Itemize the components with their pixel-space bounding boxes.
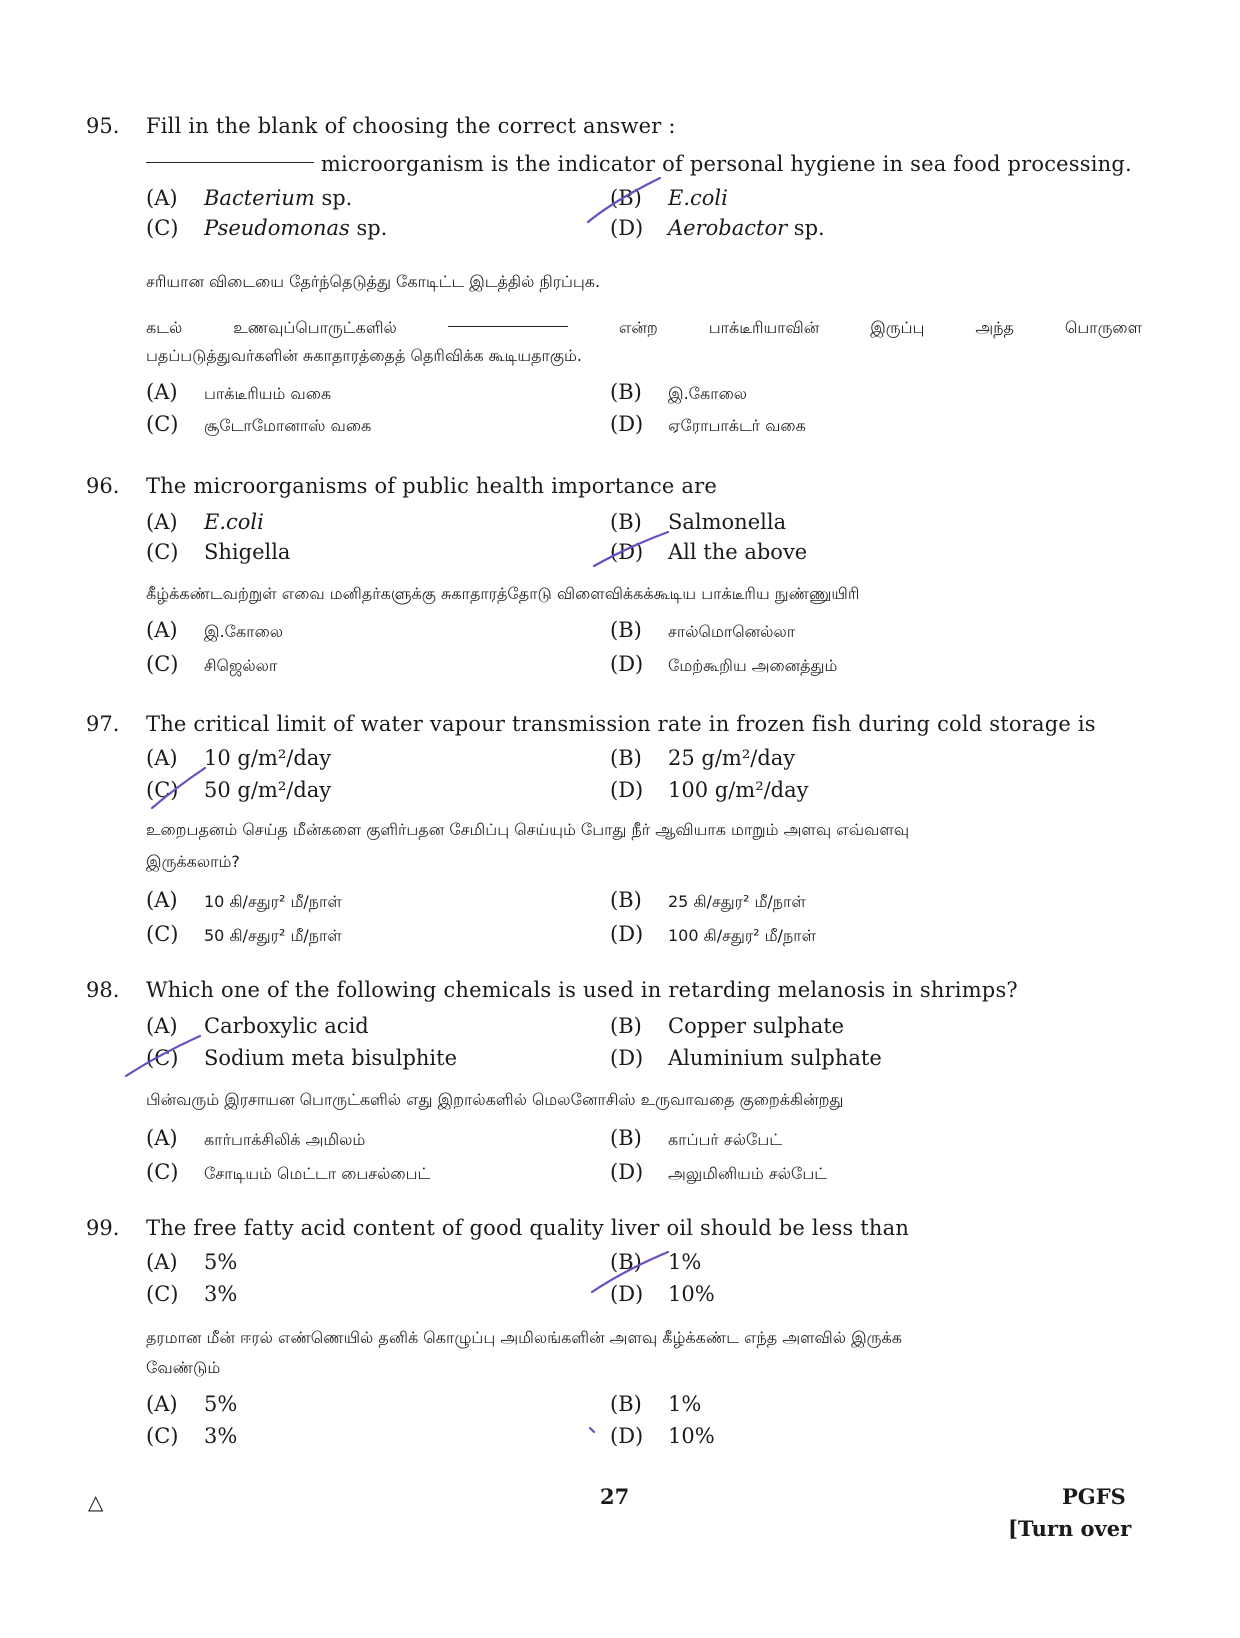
question-stem: Which one of the following chemicals is used in retarding melanosis in shrimps?: [146, 978, 1018, 1002]
tamil-option-c: (C) சோடியம் மெட்டா பைசல்பைட்: [146, 1160, 431, 1184]
tamil-option-d: (D) ஏரோபாக்டர் வகை: [610, 412, 806, 436]
triangle-icon: △: [88, 1490, 104, 1514]
tamil-stem: பின்வரும் இரசாயன பொருட்களில் எது இறால்களில் மெலனோசிஸ் உருவாவதை குறைக்கின்றது: [146, 1090, 844, 1109]
option-a: (A) 5%: [146, 1250, 238, 1274]
question-stem: Fill in the blank of choosing the correct answer :: [146, 114, 676, 138]
option-a: (A) Bacterium sp.: [146, 186, 353, 210]
pen-tick: [592, 1252, 668, 1292]
question-number: 98.: [86, 978, 120, 1002]
tamil-stem: சரியான விடையை தேர்ந்தெடுத்து கோடிட்ட இடத்தில் நிரப்புக.: [146, 272, 601, 291]
tamil-option-b: (B) இ.கோலை: [610, 380, 748, 404]
blank-sentence: microorganism is the indicator of personal hygiene in sea food processing.: [146, 152, 1132, 176]
tamil-option-c: (C) சூடோமோனாஸ் வகை: [146, 412, 372, 436]
option-d: (D) All the above: [610, 540, 808, 564]
option-c: (C) 50 g/m²/day: [146, 778, 332, 802]
page-number: 27: [600, 1484, 630, 1509]
tamil-stem-line: கடல் உணவுப்பொருட்களில் என்ற பாக்டீரியாவின் இருப்பு அந்த பொருளை: [146, 318, 1143, 337]
tamil-option-a: (A) பாக்டீரியம் வகை: [146, 380, 332, 404]
tamil-stem-line: வேண்டும்: [146, 1358, 221, 1377]
tamil-stem-line: இருக்கலாம்?: [146, 852, 240, 871]
option-b: (B) E.coli: [610, 186, 728, 210]
question-number: 95.: [86, 114, 120, 138]
question-number: 96.: [86, 474, 120, 498]
tamil-stem: உறைபதனம் செய்த மீன்களை குளிர்பதன சேமிப்பு செய்யும் போது நீர் ஆவியாக மாறும் அளவு எவ்வளவு: [146, 820, 910, 839]
tamil-option-b: (B) 25 கி/சதுர² மீ/நாள்: [610, 888, 806, 912]
tamil-option-d: (D) 100 கி/சதுர² மீ/நாள்: [610, 922, 816, 946]
tamil-option-c: (C) 50 கி/சதுர² மீ/நாள்: [146, 922, 342, 946]
option-d: (D) 10%: [610, 1282, 715, 1306]
tamil-option-b: (B) காப்பர் சல்பேட்: [610, 1126, 782, 1150]
tamil-option-a: (A) 5%: [146, 1392, 238, 1416]
question-stem: The free fatty acid content of good quality liver oil should be less than: [146, 1216, 910, 1240]
option-b: (B) Salmonella: [610, 510, 787, 534]
question-number: 97.: [86, 712, 120, 736]
option-b: (B) 25 g/m²/day: [610, 746, 796, 770]
tamil-option-a: (A) 10 கி/சதுர² மீ/நாள்: [146, 888, 342, 912]
option-a: (A) E.coli: [146, 510, 264, 534]
tamil-stem: தரமான மீன் ஈரல் எண்ணெயில் தனிக் கொழுப்பு அமிலங்களின் அளவு கீழ்க்கண்ட எந்த அளவில் இருக்க: [146, 1328, 902, 1347]
option-c: (C) Sodium meta bisulphite: [146, 1046, 458, 1070]
paper-code: PGFS: [1062, 1484, 1126, 1509]
tamil-option-c: (C) 3%: [146, 1424, 238, 1448]
pen-tick: [126, 1036, 200, 1076]
option-d: (D) 100 g/m²/day: [610, 778, 809, 802]
question-number: 99.: [86, 1216, 120, 1240]
tamil-option-c: (C) சிஜெல்லா: [146, 652, 278, 676]
option-d: (D) Aluminium sulphate: [610, 1046, 882, 1070]
option-c: (C) Shigella: [146, 540, 291, 564]
tamil-option-d: (D) 10%: [610, 1424, 715, 1448]
turn-over-label: [Turn over: [1008, 1516, 1132, 1541]
option-b: (B) Copper sulphate: [610, 1014, 845, 1038]
pen-tick: [152, 768, 205, 808]
option-a: (A) Carboxylic acid: [146, 1014, 369, 1038]
tamil-option-d: (D) அலுமினியம் சல்பேட்: [610, 1160, 827, 1184]
tamil-stem-line: பதப்படுத்துவர்களின் சுகாதாரத்தைத் தெரிவிக்க கூடியதாகும்.: [146, 346, 582, 365]
tamil-option-a: (A) கார்பாக்சிலிக் அமிலம்: [146, 1126, 366, 1150]
tamil-option-a: (A) இ.கோலை: [146, 618, 284, 642]
option-c: (C) 3%: [146, 1282, 238, 1306]
tamil-stem: கீழ்க்கண்டவற்றுள் எவை மனிதர்களுக்கு சுகாதாரத்தோடு விளைவிக்கக்கூடிய பாக்டீரிய நுண்ணுயிரி: [146, 584, 860, 603]
option-a: (A) 10 g/m²/day: [146, 746, 332, 770]
option-c: (C) Pseudomonas sp.: [146, 216, 388, 240]
option-d: (D) Aerobactor sp.: [610, 216, 825, 240]
question-stem: The microorganisms of public health importance are: [146, 474, 718, 498]
tamil-option-d: (D) மேற்கூறிய அனைத்தும்: [610, 652, 838, 676]
pen-dot: [590, 1428, 594, 1432]
question-stem: The critical limit of water vapour transmission rate in frozen fish during cold storage is: [146, 712, 1096, 736]
tamil-option-b: (B) சால்மொனெல்லா: [610, 618, 796, 642]
pen-tick: [594, 532, 668, 566]
tamil-option-b: (B) 1%: [610, 1392, 702, 1416]
pen-tick: [588, 178, 660, 222]
option-b: (B) 1%: [610, 1250, 702, 1274]
